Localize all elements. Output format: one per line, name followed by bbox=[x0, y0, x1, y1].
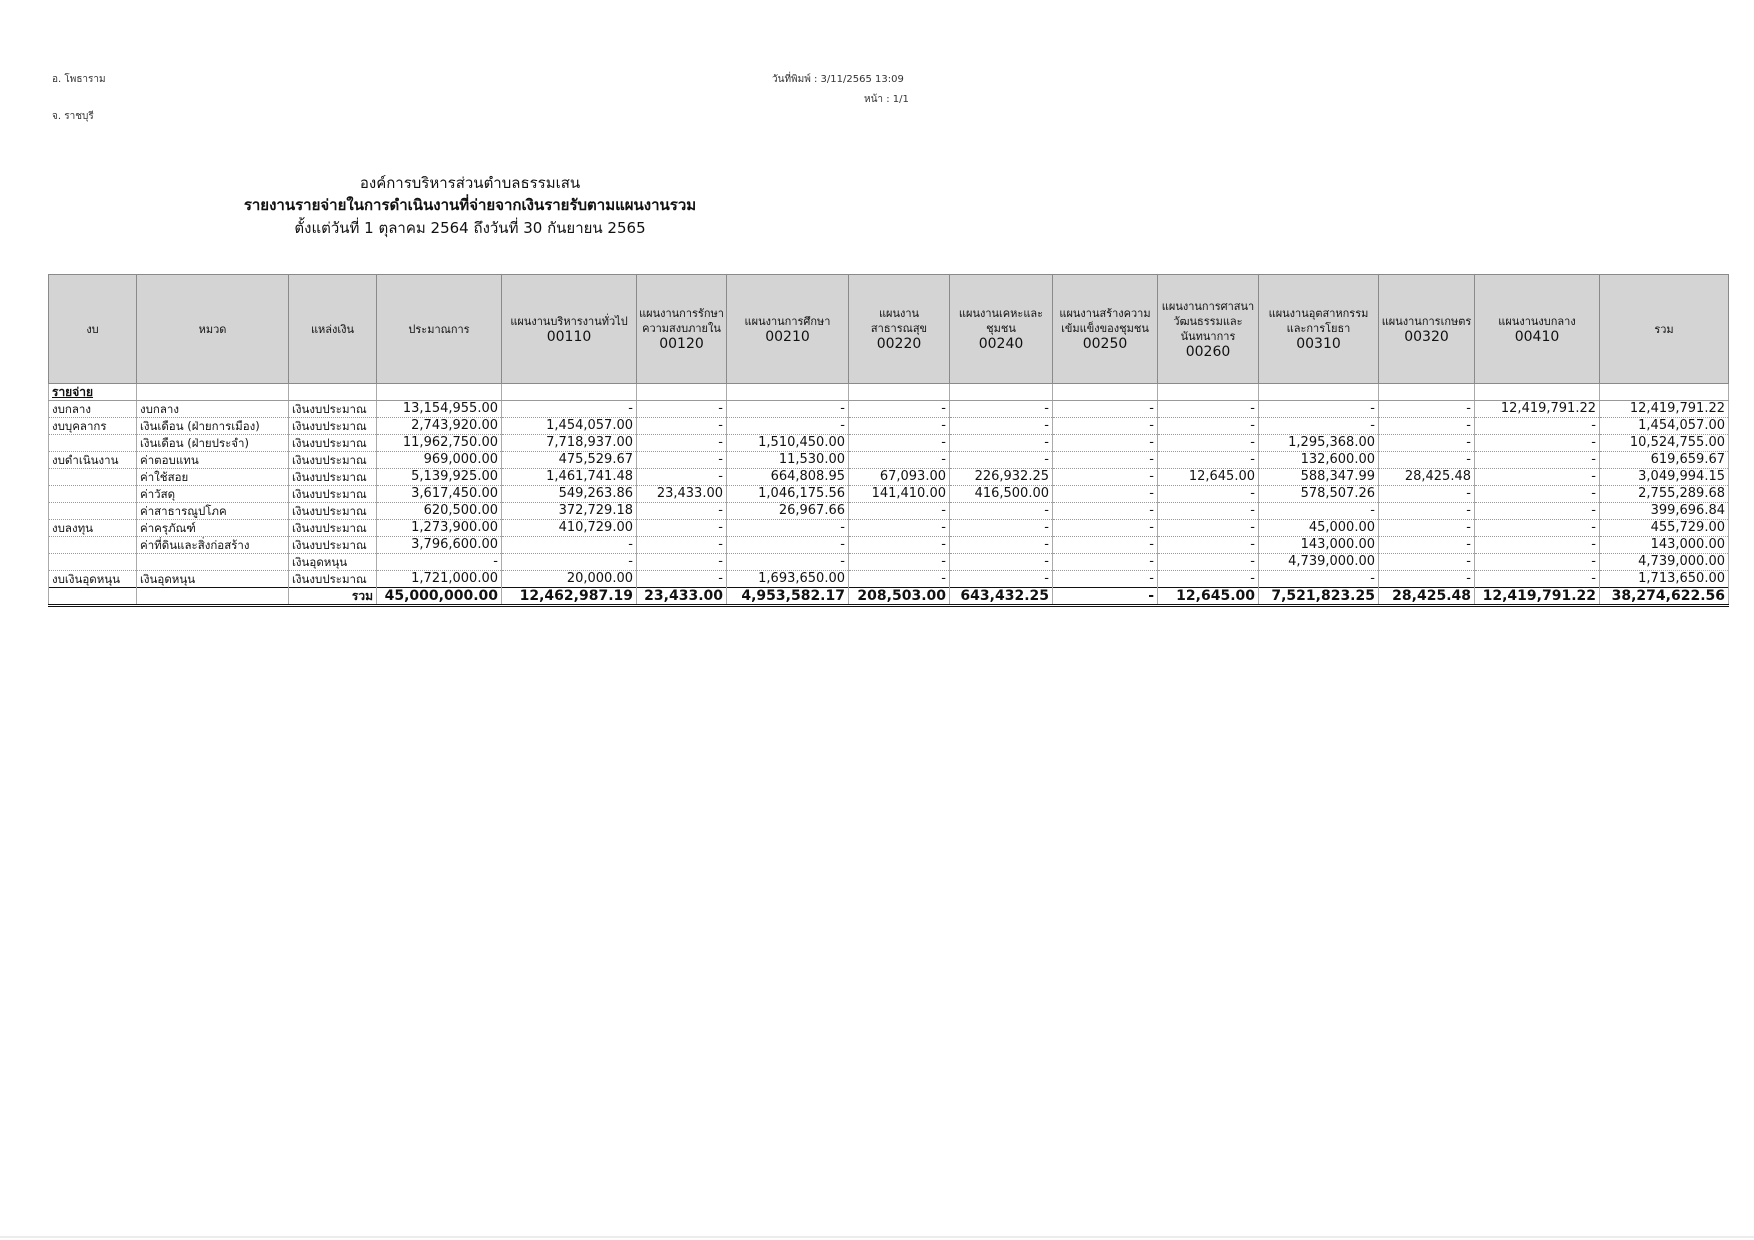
budget-cell: งบเงินอุดหนุน bbox=[49, 571, 137, 588]
budget-cell bbox=[49, 435, 137, 452]
p00320-cell: 28,425.48 bbox=[1379, 469, 1475, 486]
header-plan-00120 bbox=[637, 275, 727, 384]
source-cell: เงินอุดหนุน bbox=[289, 554, 377, 571]
p00110-cell: 549,263.86 bbox=[502, 486, 637, 503]
p00410-cell: - bbox=[1475, 537, 1600, 554]
total-p00320: 28,425.48 bbox=[1379, 588, 1475, 606]
total-p00310: 7,521,823.25 bbox=[1259, 588, 1379, 606]
p00110-cell: 410,729.00 bbox=[502, 520, 637, 537]
table-row bbox=[49, 401, 1729, 418]
plan-label: แผนงานบริหารงานทั่วไป bbox=[510, 314, 628, 328]
p00220-cell: - bbox=[849, 537, 950, 554]
p00120-cell: - bbox=[637, 554, 727, 571]
total-cell: 4,739,000.00 bbox=[1600, 554, 1729, 571]
category-cell: ค่าตอบแทน bbox=[137, 452, 289, 469]
p00220-cell: - bbox=[849, 503, 950, 520]
header-plan-00310 bbox=[1259, 275, 1379, 384]
p00240-cell: - bbox=[950, 401, 1053, 418]
plan-label: แผนงานการรักษาความสงบภายใน bbox=[639, 307, 724, 335]
print-date: วันที่พิมพ์ : 3/11/2565 13:09 bbox=[772, 74, 904, 85]
scan-edge-line bbox=[0, 1236, 1754, 1238]
p00240-cell: - bbox=[950, 520, 1053, 537]
p00410-cell: - bbox=[1475, 469, 1600, 486]
p00120-cell: - bbox=[637, 418, 727, 435]
budget-cell: งบกลาง bbox=[49, 401, 137, 418]
total-cell: 12,419,791.22 bbox=[1600, 401, 1729, 418]
p00120-cell: - bbox=[637, 571, 727, 588]
header-estimate: ประมาณการ bbox=[377, 275, 502, 384]
p00110-cell: - bbox=[502, 537, 637, 554]
p00260-cell: - bbox=[1158, 554, 1259, 571]
p00240-cell: 416,500.00 bbox=[950, 486, 1053, 503]
empty-cell bbox=[1158, 384, 1259, 401]
estimate-cell: 969,000.00 bbox=[377, 452, 502, 469]
p00220-cell: - bbox=[849, 452, 950, 469]
empty-cell bbox=[1475, 384, 1600, 401]
empty-cell bbox=[1600, 384, 1729, 401]
source-cell: เงินงบประมาณ bbox=[289, 452, 377, 469]
category-cell bbox=[137, 554, 289, 571]
empty-cell bbox=[1379, 384, 1475, 401]
total-p00110: 12,462,987.19 bbox=[502, 588, 637, 606]
empty-cell bbox=[1259, 384, 1379, 401]
empty-cell bbox=[289, 384, 377, 401]
p00260-cell: - bbox=[1158, 503, 1259, 520]
plan-code: 00120 bbox=[659, 336, 704, 352]
category-cell: ค่าครุภัณฑ์ bbox=[137, 520, 289, 537]
p00120-cell: - bbox=[637, 469, 727, 486]
grand-total: 38,274,622.56 bbox=[1600, 588, 1729, 606]
total-cell: 2,755,289.68 bbox=[1600, 486, 1729, 503]
p00240-cell: - bbox=[950, 503, 1053, 520]
total-cell: 619,659.67 bbox=[1600, 452, 1729, 469]
source-cell: เงินงบประมาณ bbox=[289, 571, 377, 588]
source-cell: เงินงบประมาณ bbox=[289, 435, 377, 452]
plan-code: 00310 bbox=[1296, 336, 1341, 352]
p00260-cell: - bbox=[1158, 520, 1259, 537]
page-number: หน้า : 1/1 bbox=[864, 94, 909, 105]
p00320-cell: - bbox=[1379, 503, 1475, 520]
p00260-cell: - bbox=[1158, 435, 1259, 452]
p00250-cell: - bbox=[1053, 418, 1158, 435]
category-cell: เงินเดือน (ฝ่ายการเมือง) bbox=[137, 418, 289, 435]
header-plan-00220 bbox=[849, 275, 950, 384]
header-plan-00240 bbox=[950, 275, 1053, 384]
estimate-cell: 3,796,600.00 bbox=[377, 537, 502, 554]
estimate-cell: 3,617,450.00 bbox=[377, 486, 502, 503]
estimate-cell: 2,743,920.00 bbox=[377, 418, 502, 435]
empty-cell bbox=[137, 384, 289, 401]
budget-cell: งบบุคลากร bbox=[49, 418, 137, 435]
district-label: อ. โพธาราม bbox=[52, 74, 106, 85]
p00320-cell: - bbox=[1379, 401, 1475, 418]
p00250-cell: - bbox=[1053, 435, 1158, 452]
p00220-cell: - bbox=[849, 435, 950, 452]
empty-cell bbox=[49, 588, 137, 606]
total-p00220: 208,503.00 bbox=[849, 588, 950, 606]
header-plan-00110 bbox=[502, 275, 637, 384]
total-label: รวม bbox=[289, 588, 377, 606]
p00260-cell: - bbox=[1158, 486, 1259, 503]
category-cell: ค่าใช้สอย bbox=[137, 469, 289, 486]
p00250-cell: - bbox=[1053, 452, 1158, 469]
p00240-cell: - bbox=[950, 435, 1053, 452]
p00120-cell: 23,433.00 bbox=[637, 486, 727, 503]
p00210-cell: 1,510,450.00 bbox=[727, 435, 849, 452]
p00320-cell: - bbox=[1379, 571, 1475, 588]
p00310-cell: 1,295,368.00 bbox=[1259, 435, 1379, 452]
table-row bbox=[49, 503, 1729, 520]
budget-cell: งบดำเนินงาน bbox=[49, 452, 137, 469]
source-cell: เงินงบประมาณ bbox=[289, 401, 377, 418]
p00320-cell: - bbox=[1379, 418, 1475, 435]
p00320-cell: - bbox=[1379, 486, 1475, 503]
p00240-cell: - bbox=[950, 418, 1053, 435]
plan-label: แผนงานสร้างความเข้มแข็งของชุมชน bbox=[1059, 307, 1151, 335]
province-label: จ. ราชบุรี bbox=[52, 111, 94, 122]
empty-cell bbox=[727, 384, 849, 401]
p00260-cell: - bbox=[1158, 571, 1259, 588]
p00410-cell: - bbox=[1475, 571, 1600, 588]
p00320-cell: - bbox=[1379, 537, 1475, 554]
total-p00120: 23,433.00 bbox=[637, 588, 727, 606]
p00260-cell: - bbox=[1158, 401, 1259, 418]
expense-report-table bbox=[48, 274, 1729, 607]
p00240-cell: - bbox=[950, 537, 1053, 554]
budget-cell bbox=[49, 554, 137, 571]
p00310-cell: 143,000.00 bbox=[1259, 537, 1379, 554]
p00310-cell: 578,507.26 bbox=[1259, 486, 1379, 503]
table-row bbox=[49, 469, 1729, 486]
category-cell: ค่าวัสดุ bbox=[137, 486, 289, 503]
plan-code: 00240 bbox=[978, 336, 1024, 352]
p00250-cell: - bbox=[1053, 571, 1158, 588]
estimate-cell: 5,139,925.00 bbox=[377, 469, 502, 486]
p00120-cell: - bbox=[637, 435, 727, 452]
table-row bbox=[49, 452, 1729, 469]
category-cell: เงินอุดหนุน bbox=[137, 571, 289, 588]
total-p00260: 12,645.00 bbox=[1158, 588, 1259, 606]
table-row bbox=[49, 571, 1729, 588]
category-cell: ค่าที่ดินและสิ่งก่อสร้าง bbox=[137, 537, 289, 554]
p00310-cell: 132,600.00 bbox=[1259, 452, 1379, 469]
plan-code: 00410 bbox=[1514, 328, 1560, 345]
table-row bbox=[49, 520, 1729, 537]
total-cell: 10,524,755.00 bbox=[1600, 435, 1729, 452]
plan-label: แผนงานการศึกษา bbox=[744, 314, 831, 328]
p00210-cell: - bbox=[727, 418, 849, 435]
p00110-cell: 475,529.67 bbox=[502, 452, 637, 469]
p00250-cell: - bbox=[1053, 554, 1158, 571]
p00110-cell: - bbox=[502, 401, 637, 418]
total-p00210: 4,953,582.17 bbox=[727, 588, 849, 606]
empty-cell bbox=[1053, 384, 1158, 401]
p00240-cell: - bbox=[950, 571, 1053, 588]
p00250-cell: - bbox=[1053, 469, 1158, 486]
report-period: ตั้งแต่วันที่ 1 ตุลาคม 2564 ถึงวันที่ 30 กันยายน 2565 bbox=[294, 219, 646, 237]
estimate-cell: 620,500.00 bbox=[377, 503, 502, 520]
budget-cell: งบลงทุน bbox=[49, 520, 137, 537]
header-plan-00250 bbox=[1053, 275, 1158, 384]
p00120-cell: - bbox=[637, 401, 727, 418]
header-row bbox=[49, 275, 1729, 384]
p00410-cell: - bbox=[1475, 486, 1600, 503]
total-cell: 3,049,994.15 bbox=[1600, 469, 1729, 486]
header-category: หมวด bbox=[137, 275, 289, 384]
p00310-cell: - bbox=[1259, 401, 1379, 418]
p00310-cell: - bbox=[1259, 571, 1379, 588]
p00410-cell: - bbox=[1475, 520, 1600, 537]
p00210-cell: - bbox=[727, 537, 849, 554]
budget-cell bbox=[49, 486, 137, 503]
p00110-cell: 1,461,741.48 bbox=[502, 469, 637, 486]
empty-cell bbox=[137, 588, 289, 606]
p00120-cell: - bbox=[637, 503, 727, 520]
p00210-cell: - bbox=[727, 401, 849, 418]
empty-cell bbox=[637, 384, 727, 401]
p00220-cell: 67,093.00 bbox=[849, 469, 950, 486]
p00120-cell: - bbox=[637, 537, 727, 554]
p00260-cell: - bbox=[1158, 452, 1259, 469]
p00220-cell: - bbox=[849, 571, 950, 588]
p00210-cell: 1,693,650.00 bbox=[727, 571, 849, 588]
p00120-cell: - bbox=[637, 520, 727, 537]
total-p00410: 12,419,791.22 bbox=[1475, 588, 1600, 606]
p00220-cell: - bbox=[849, 520, 950, 537]
plan-code: 00320 bbox=[1404, 328, 1449, 345]
p00320-cell: - bbox=[1379, 435, 1475, 452]
p00210-cell: - bbox=[727, 554, 849, 571]
source-cell: เงินงบประมาณ bbox=[289, 537, 377, 554]
p00250-cell: - bbox=[1053, 520, 1158, 537]
plan-code: 00220 bbox=[876, 336, 922, 352]
p00410-cell: - bbox=[1475, 554, 1600, 571]
category-cell: ค่าสาธารณูปโภค bbox=[137, 503, 289, 520]
estimate-cell: 1,273,900.00 bbox=[377, 520, 502, 537]
p00410-cell: - bbox=[1475, 435, 1600, 452]
p00110-cell: - bbox=[502, 554, 637, 571]
plan-label: แผนงานสาธารณสุข bbox=[870, 307, 928, 335]
source-cell: เงินงบประมาณ bbox=[289, 486, 377, 503]
plan-label: แผนงานการศาสนาวัฒนธรรมและนันทนาการ bbox=[1161, 299, 1255, 343]
plan-code: 00210 bbox=[765, 328, 810, 345]
header-plan-00320 bbox=[1379, 275, 1475, 384]
header-total: รวม bbox=[1600, 275, 1729, 384]
budget-cell bbox=[49, 537, 137, 554]
total-p00250: - bbox=[1053, 588, 1158, 606]
p00240-cell: - bbox=[950, 452, 1053, 469]
p00310-cell: - bbox=[1259, 418, 1379, 435]
header-plan-00410 bbox=[1475, 275, 1600, 384]
p00410-cell: - bbox=[1475, 418, 1600, 435]
total-row bbox=[49, 588, 1729, 606]
header-plan-00260 bbox=[1158, 275, 1259, 384]
source-cell: เงินงบประมาณ bbox=[289, 418, 377, 435]
section-row bbox=[49, 384, 1729, 401]
table-row bbox=[49, 418, 1729, 435]
table-row bbox=[49, 486, 1729, 503]
p00210-cell: 26,967.66 bbox=[727, 503, 849, 520]
total-cell: 399,696.84 bbox=[1600, 503, 1729, 520]
empty-cell bbox=[849, 384, 950, 401]
plan-label: แผนงานเคหะและชุมชน bbox=[958, 307, 1044, 335]
total-cell: 1,454,057.00 bbox=[1600, 418, 1729, 435]
total-cell: 455,729.00 bbox=[1600, 520, 1729, 537]
total-cell: 143,000.00 bbox=[1600, 537, 1729, 554]
p00320-cell: - bbox=[1379, 520, 1475, 537]
p00240-cell: - bbox=[950, 554, 1053, 571]
p00310-cell: 45,000.00 bbox=[1259, 520, 1379, 537]
p00240-cell: 226,932.25 bbox=[950, 469, 1053, 486]
report-title: รายงานรายจ่ายในการดำเนินงานที่จ่ายจากเงินรายรับตามแผนงานรวม bbox=[243, 196, 697, 214]
estimate-cell: 13,154,955.00 bbox=[377, 401, 502, 418]
category-cell: งบกลาง bbox=[137, 401, 289, 418]
p00410-cell: - bbox=[1475, 503, 1600, 520]
table-row bbox=[49, 554, 1729, 571]
table-row bbox=[49, 537, 1729, 554]
p00250-cell: - bbox=[1053, 537, 1158, 554]
p00210-cell: 1,046,175.56 bbox=[727, 486, 849, 503]
org-name: องค์การบริหารส่วนตำบลธรรมเสน bbox=[359, 174, 581, 192]
plan-label: แผนงานงบกลาง bbox=[1498, 314, 1576, 328]
source-cell: เงินงบประมาณ bbox=[289, 520, 377, 537]
p00210-cell: - bbox=[727, 520, 849, 537]
p00410-cell: 12,419,791.22 bbox=[1475, 401, 1600, 418]
plan-label: แผนงานอุตสาหกรรมและการโยธา bbox=[1268, 307, 1369, 335]
p00250-cell: - bbox=[1053, 401, 1158, 418]
p00260-cell: - bbox=[1158, 418, 1259, 435]
p00220-cell: - bbox=[849, 401, 950, 418]
p00220-cell: - bbox=[849, 418, 950, 435]
p00260-cell: 12,645.00 bbox=[1158, 469, 1259, 486]
p00310-cell: - bbox=[1259, 503, 1379, 520]
plan-label: แผนงานการเกษตร bbox=[1381, 314, 1472, 328]
p00260-cell: - bbox=[1158, 537, 1259, 554]
category-cell: เงินเดือน (ฝ่ายประจำ) bbox=[137, 435, 289, 452]
p00250-cell: - bbox=[1053, 503, 1158, 520]
p00110-cell: 20,000.00 bbox=[502, 571, 637, 588]
p00320-cell: - bbox=[1379, 452, 1475, 469]
estimate-cell: 1,721,000.00 bbox=[377, 571, 502, 588]
p00250-cell: - bbox=[1053, 486, 1158, 503]
plan-code: 00260 bbox=[1185, 343, 1231, 360]
p00310-cell: 4,739,000.00 bbox=[1259, 554, 1379, 571]
p00310-cell: 588,347.99 bbox=[1259, 469, 1379, 486]
header-plan-00210 bbox=[727, 275, 849, 384]
p00410-cell: - bbox=[1475, 452, 1600, 469]
p00220-cell: 141,410.00 bbox=[849, 486, 950, 503]
total-cell: 1,713,650.00 bbox=[1600, 571, 1729, 588]
plan-code: 00110 bbox=[546, 328, 592, 345]
budget-cell bbox=[49, 503, 137, 520]
report-title-block bbox=[230, 172, 710, 240]
header-budget: งบ bbox=[49, 275, 137, 384]
p00110-cell: 372,729.18 bbox=[502, 503, 637, 520]
total-estimate: 45,000,000.00 bbox=[377, 588, 502, 606]
budget-cell bbox=[49, 469, 137, 486]
estimate-cell: 11,962,750.00 bbox=[377, 435, 502, 452]
source-cell: เงินงบประมาณ bbox=[289, 469, 377, 486]
p00110-cell: 7,718,937.00 bbox=[502, 435, 637, 452]
p00210-cell: 664,808.95 bbox=[727, 469, 849, 486]
table-row bbox=[49, 435, 1729, 452]
total-p00240: 643,432.25 bbox=[950, 588, 1053, 606]
plan-code: 00250 bbox=[1082, 336, 1128, 352]
data-rows bbox=[49, 401, 1729, 588]
source-cell: เงินงบประมาณ bbox=[289, 503, 377, 520]
p00120-cell: - bbox=[637, 452, 727, 469]
p00220-cell: - bbox=[849, 554, 950, 571]
p00110-cell: 1,454,057.00 bbox=[502, 418, 637, 435]
empty-cell bbox=[950, 384, 1053, 401]
section-label: รายจ่าย bbox=[49, 384, 137, 401]
p00210-cell: 11,530.00 bbox=[727, 452, 849, 469]
empty-cell bbox=[377, 384, 502, 401]
p00320-cell: - bbox=[1379, 554, 1475, 571]
empty-cell bbox=[502, 384, 637, 401]
estimate-cell: - bbox=[377, 554, 502, 571]
header-source: แหล่งเงิน bbox=[289, 275, 377, 384]
